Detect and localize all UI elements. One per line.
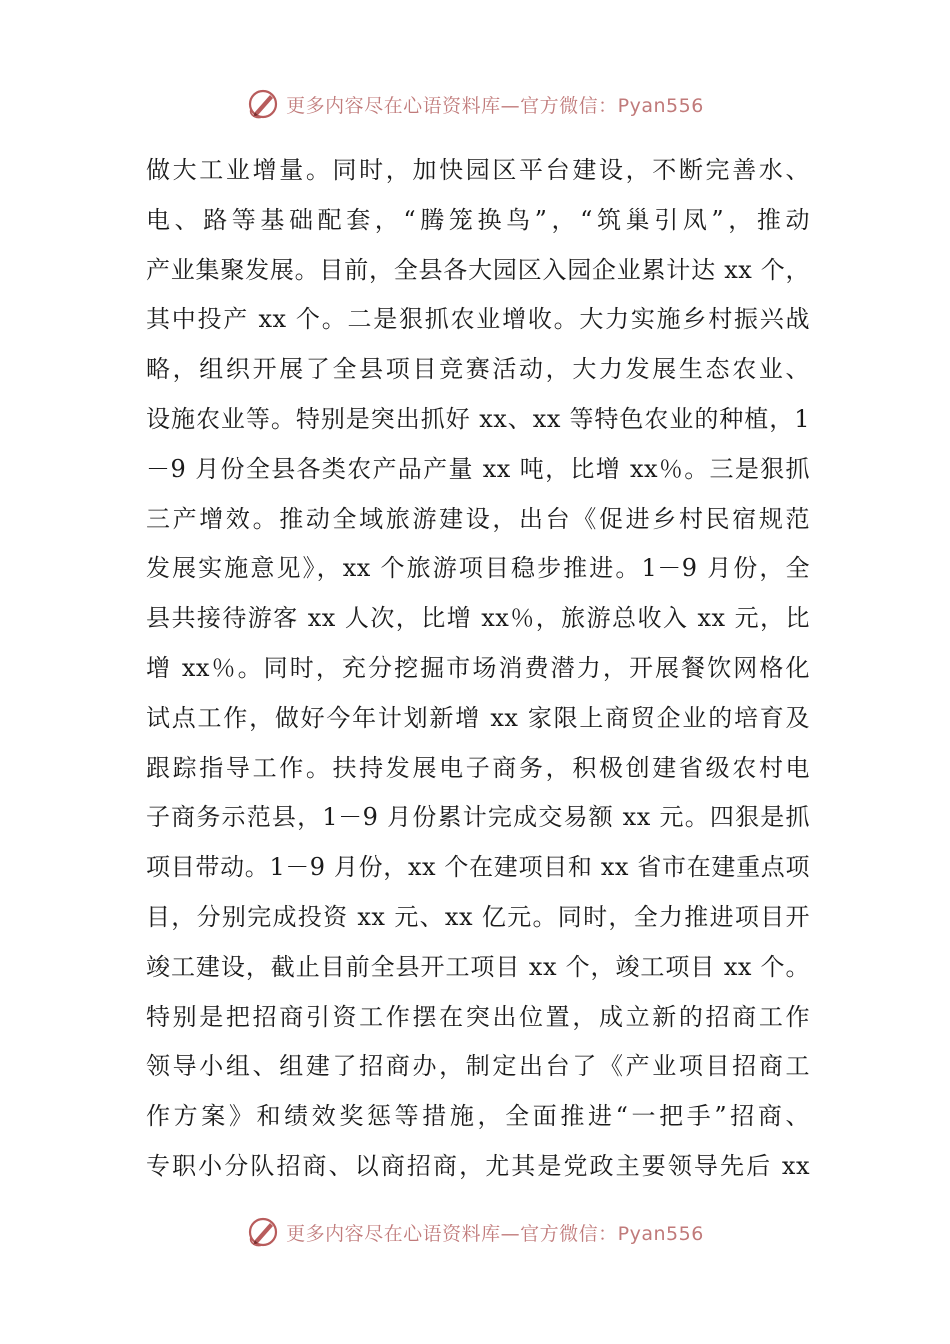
body-line: 专职小分队招商、以商招商，尤其是党政主要领导先后 xx (146, 1151, 810, 1180)
body-line: 领导小组、组建了招商办，制定出台了《产业项目招商工 (146, 1052, 810, 1081)
body-line: 发展实施意见》，xx 个旅游项目稳步推进。1－9 月份，全 (146, 554, 810, 583)
document-body (146, 146, 810, 1192)
body-line: 设施农业等。特别是突出抓好 xx、xx 等特色农业的种植，1 (146, 404, 810, 433)
body-line: 三产增效。推动全域旅游建设，出台《促进乡村民宿规范 (146, 504, 810, 533)
header-watermark (0, 84, 950, 124)
body-line: 增 xx％。同时，充分挖掘市场消费潜力，开展餐饮网格化 (146, 653, 810, 682)
body-line: 做大工业增量。同时，加快园区平台建设，不断完善水、 (146, 156, 810, 184)
body-line: 项目带动。1－9 月份，xx 个在建项目和 xx 省市在建重点项 (146, 853, 810, 882)
body-line: 特别是把招商引资工作摆在突出位置，成立新的招商工作 (146, 1002, 810, 1031)
body-line: 县共接待游客 xx 人次，比增 xx％，旅游总收入 xx 元，比 (146, 604, 810, 633)
body-line: 电、路等基础配套，“腾笼换鸟”，“筑巢引凤”，推动 (146, 205, 810, 234)
body-line: 目，分别完成投资 xx 元、xx 亿元。同时，全力推进项目开 (146, 902, 810, 931)
body-line: 产业集聚发展。目前，全县各大园区入园企业累计达 xx 个， (146, 255, 810, 284)
body-line: 略，组织开展了全县项目竞赛活动，大力发展生态农业、 (146, 355, 810, 384)
body-line: 跟踪指导工作。扶持发展电子商务，积极创建省级农村电 (146, 753, 810, 782)
body-line: 竣工建设，截止目前全县开工项目 xx 个，竣工项目 xx 个。 (146, 952, 810, 981)
body-line: －9 月份全县各类农产品产量 xx 吨，比增 xx％。三是狠抓 (146, 454, 810, 483)
footer-watermark (0, 1212, 950, 1252)
pen-circle-logo-icon (246, 87, 280, 121)
body-line: 试点工作，做好今年计划新增 xx 家限上商贸企业的培育及 (146, 703, 810, 732)
pen-circle-logo-icon (246, 1215, 280, 1249)
body-line: 作方案》和绩效奖惩等措施，全面推进“一把手”招商、 (146, 1102, 810, 1131)
watermark-text: 更多内容尽在心语资料库—官方微信：Pyan556 (286, 1222, 704, 1245)
body-line: 其中投产 xx 个。二是狠抓农业增收。大力实施乡村振兴战 (146, 305, 810, 334)
body-line: 子商务示范县，1－9 月份累计完成交易额 xx 元。四狠是抓 (146, 803, 810, 832)
watermark-text: 更多内容尽在心语资料库—官方微信：Pyan556 (286, 94, 704, 117)
